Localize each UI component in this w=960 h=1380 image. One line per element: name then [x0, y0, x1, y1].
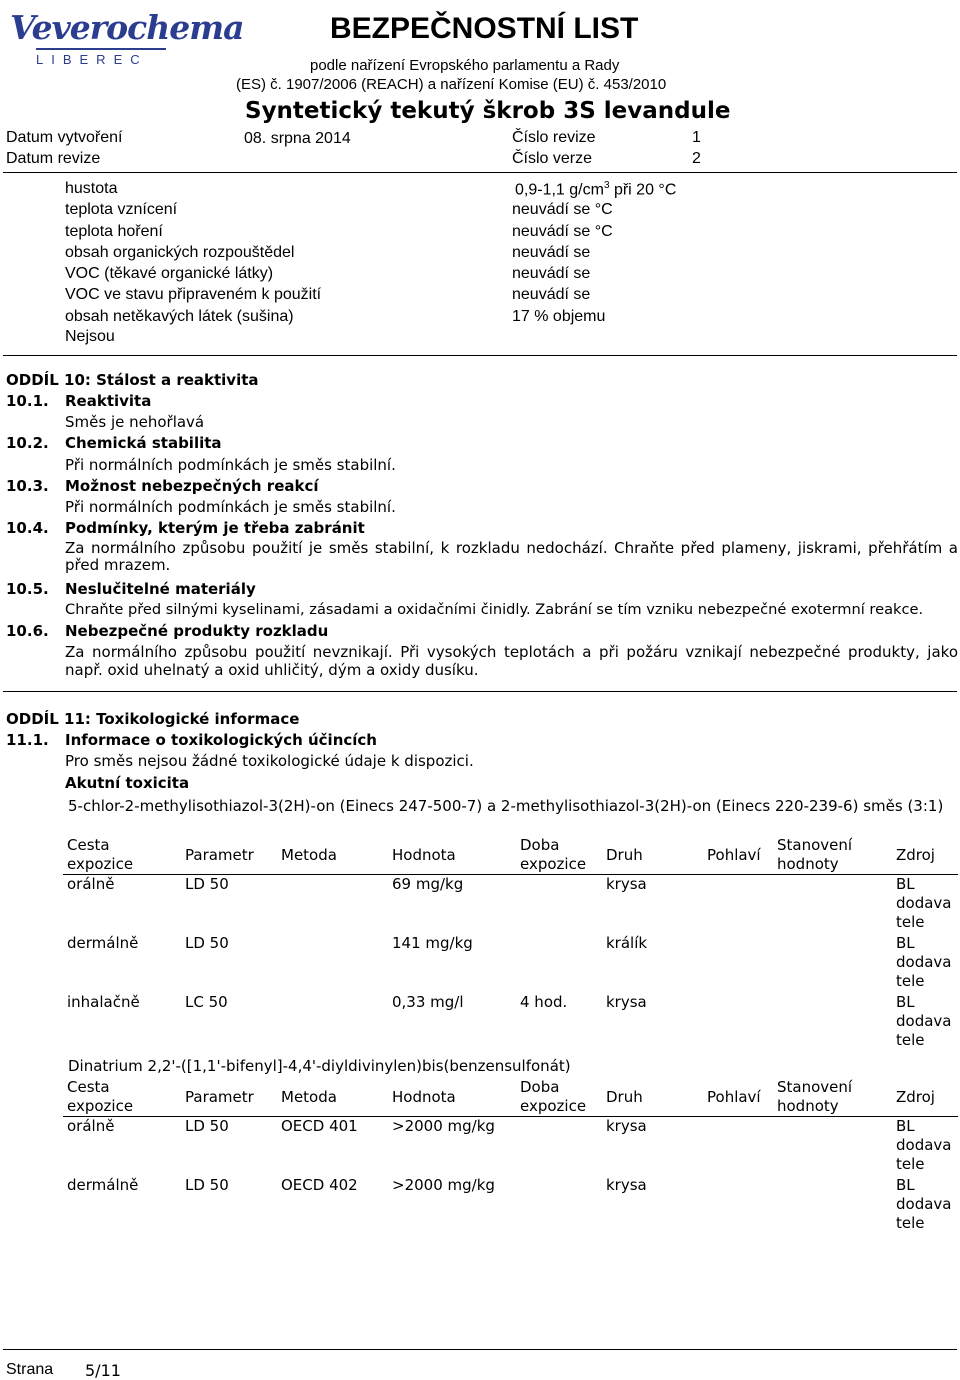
subsection-number: 10.1.	[6, 392, 49, 410]
table-cell	[516, 934, 602, 993]
properties-footer: Nejsou	[65, 328, 115, 345]
table-cell: OECD 402	[281, 1176, 358, 1194]
subsection-title: Informace o toxikologických účincích	[65, 731, 377, 749]
section-11-title: ODDÍL 11: Toxikologické informace	[6, 710, 300, 728]
table-cell	[773, 934, 892, 993]
column-header: Zdroj	[892, 836, 958, 875]
table-cell: LD 50	[185, 934, 229, 952]
column-header: Doba expozice	[516, 836, 602, 875]
table-cell: 4 hod.	[520, 993, 568, 1011]
table-cell: BL dodava tele	[896, 934, 952, 990]
table-cell: dermálně	[67, 1176, 139, 1194]
table-cell: LD 50	[185, 1117, 229, 1135]
subsection-number: 11.1.	[6, 731, 49, 749]
subsection-title: Chemická stabilita	[65, 434, 222, 452]
header-divider	[3, 172, 957, 173]
substance-2-name: Dinatrium 2,2'-([1,1'-bifenyl]-4,4'-diyldivinylen)bis(benzensulfonát)	[68, 1057, 571, 1075]
table-cell: LD 50	[185, 875, 229, 893]
table-row	[63, 1176, 958, 1235]
subsection-number: 10.5.	[6, 580, 49, 598]
version-value: 2	[692, 150, 701, 167]
column-header: Cesta expozice	[63, 1078, 181, 1117]
table-cell: 69 mg/kg	[392, 875, 464, 893]
subsection-text: Při normálních podmínkách je směs stabilní.	[65, 498, 396, 516]
logo-wordmark: Veverochema	[10, 8, 244, 47]
subsection-title: Nebezpečné produkty rozkladu	[65, 622, 329, 640]
table-cell: orálně	[67, 875, 115, 893]
column-header: Hodnota	[388, 1078, 516, 1117]
toxicity-table-2	[63, 1078, 958, 1235]
table-cell	[773, 993, 892, 1052]
subsection-number: 10.4.	[6, 519, 49, 537]
table-cell	[703, 875, 773, 935]
subsection-number: 10.2.	[6, 434, 49, 452]
regulation-line-1: podle nařízení Evropského parlamentu a Rady	[310, 57, 620, 74]
subsection-title: Podmínky, kterým je třeba zabránit	[65, 519, 365, 537]
created-value: 08. srpna 2014	[244, 130, 351, 147]
table-cell	[516, 1117, 602, 1177]
table-cell	[516, 1176, 602, 1235]
column-header: Parametr	[181, 836, 277, 875]
revision-date-label: Datum revize	[6, 150, 101, 167]
column-header: Zdroj	[892, 1078, 958, 1117]
column-header: Druh	[602, 1078, 703, 1117]
property-label: hustota	[65, 180, 118, 197]
product-name: Syntetický tekutý škrob 3S levandule	[245, 98, 731, 124]
property-label: teplota vznícení	[65, 201, 178, 218]
subsection-number: 10.6.	[6, 622, 49, 640]
column-header: Metoda	[277, 1078, 388, 1117]
table-header-row	[63, 836, 958, 875]
substance-1-name: 5-chlor-2-methylisothiazol-3(2H)-on (Einecs 247-500-7) a 2-methylisothiazol-3(2H)-on (Einecs 220-239-6) směs (3:1)	[68, 797, 944, 815]
property-label: VOC ve stavu připraveném k použití	[65, 286, 322, 303]
subsection-text: Za normálního způsobu použití nevznikají. Při vysokých teplotách a při požáru vznikají nebezpečné produkty, jako např. oxid uhelnatý a oxid uhličitý, dým a oxidy dusíku.	[65, 643, 958, 679]
table-row	[63, 1117, 958, 1177]
created-label: Datum vytvoření	[6, 129, 123, 146]
subsection-title: Možnost nebezpečných reakcí	[65, 477, 319, 495]
subsection-title: Neslučitelné materiály	[65, 580, 256, 598]
table-cell: 0,33 mg/l	[392, 993, 464, 1011]
table-row	[63, 875, 958, 935]
column-header: Hodnota	[388, 836, 516, 875]
column-header: Stanovení hodnoty	[773, 836, 892, 875]
table-cell	[773, 875, 892, 935]
table-cell: LC 50	[185, 993, 228, 1011]
logo-subtitle: LIBEREC	[36, 52, 148, 67]
property-value: 0,9-1,1 $g/cm^3$ při 20 °C	[515, 180, 677, 199]
table-cell: >2000 mg/kg	[392, 1176, 495, 1194]
table-header-row	[63, 1078, 958, 1117]
table-cell: krysa	[606, 1117, 647, 1135]
subsection-number: 10.3.	[6, 477, 49, 495]
table-cell	[703, 1176, 773, 1235]
table-cell: BL dodava tele	[896, 875, 952, 931]
subsection-text: Pro směs nejsou žádné toxikologické údaje k dispozici.	[65, 752, 474, 770]
revision-number-label: Číslo revize	[512, 129, 596, 146]
property-value: neuvádí se °C	[512, 223, 613, 240]
table-cell: >2000 mg/kg	[392, 1117, 495, 1135]
subsection-text: Při normálních podmínkách je směs stabilní.	[65, 456, 396, 474]
table-cell: BL dodava tele	[896, 1117, 952, 1173]
page-number: 5/11	[85, 1361, 121, 1380]
table-cell	[703, 1117, 773, 1177]
table-cell: LD 50	[185, 1176, 229, 1194]
subsection-text: Chraňte před silnými kyselinami, zásadami a oxidačními činidly. Zabrání se tím vzniku nebezpečné exotermní reakce.	[65, 601, 924, 618]
column-header: Pohlaví	[703, 836, 773, 875]
revision-number-value: 1	[692, 129, 701, 146]
table-cell: krysa	[606, 1176, 647, 1194]
table-cell	[277, 934, 388, 993]
property-label: obsah netěkavých látek (sušina)	[65, 308, 294, 325]
table-cell	[703, 993, 773, 1052]
table-row	[63, 993, 958, 1052]
property-label: obsah organických rozpouštědel	[65, 244, 295, 261]
table-cell	[703, 934, 773, 993]
version-label: Číslo verze	[512, 150, 593, 167]
table-cell	[277, 993, 388, 1052]
table-cell: 141 mg/kg	[392, 934, 473, 952]
column-header: Stanovení hodnoty	[773, 1078, 892, 1117]
table-cell: králík	[606, 934, 648, 952]
column-header: Metoda	[277, 836, 388, 875]
property-value: neuvádí se °C	[512, 201, 613, 218]
property-label: VOC (těkavé organické látky)	[65, 265, 274, 282]
table-cell: krysa	[606, 993, 647, 1011]
column-header: Druh	[602, 836, 703, 875]
footer-divider	[3, 1349, 957, 1350]
subsection-text: Za normálního způsobu použití je směs stabilní, k rozkladu nedochází. Chraňte před plameny, jiskrami, přehřátím a před mrazem.	[65, 539, 958, 574]
property-label: teplota hoření	[65, 223, 163, 240]
subsection-title: Reaktivita	[65, 392, 152, 410]
section-divider	[3, 355, 957, 356]
toxicity-table-1	[63, 836, 958, 1052]
subsection-text: Směs je nehořlavá	[65, 413, 205, 431]
company-logo	[6, 2, 244, 70]
column-header: Cesta expozice	[63, 836, 181, 875]
table-cell: krysa	[606, 875, 647, 893]
page-label: Strana	[6, 1361, 54, 1378]
table-cell: orálně	[67, 1117, 115, 1135]
acute-toxicity-heading: Akutní toxicita	[65, 774, 190, 792]
table-cell: BL dodava tele	[896, 993, 952, 1049]
table-cell: inhalačně	[67, 993, 140, 1011]
section-divider	[3, 691, 957, 692]
table-cell	[516, 875, 602, 935]
column-header: Pohlaví	[703, 1078, 773, 1117]
document-title: BEZPEČNOSTNÍ LIST	[330, 12, 639, 45]
table-cell: dermálně	[67, 934, 139, 952]
property-value: neuvádí se	[512, 286, 591, 303]
section-10-title: ODDÍL 10: Stálost a reaktivita	[6, 371, 259, 389]
table-cell	[773, 1176, 892, 1235]
table-row	[63, 934, 958, 993]
column-header: Doba expozice	[516, 1078, 602, 1117]
table-cell	[277, 875, 388, 935]
regulation-line-2: (ES) č. 1907/2006 (REACH) a nařízení Komise (EU) č. 453/2010	[236, 76, 667, 93]
table-cell: BL dodava tele	[896, 1176, 952, 1232]
table-cell	[773, 1117, 892, 1177]
table-cell: OECD 401	[281, 1117, 358, 1135]
property-value: neuvádí se	[512, 244, 591, 261]
property-value: 17 % objemu	[512, 308, 606, 325]
property-value: neuvádí se	[512, 265, 591, 282]
column-header: Parametr	[181, 1078, 277, 1117]
